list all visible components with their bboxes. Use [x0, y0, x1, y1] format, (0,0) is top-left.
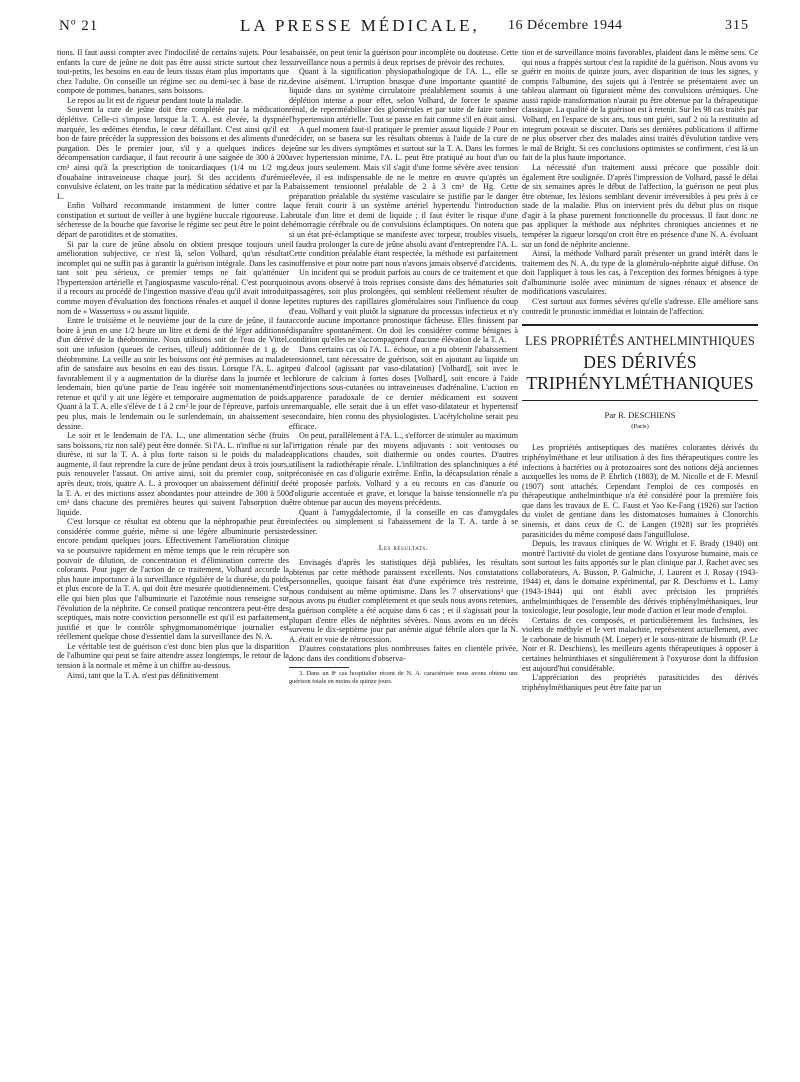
footnote: 3. Dans un 8ᵉ cas hospitalier récent de N. A. caractérisée nous avons obtenu une guérison totale en moins de quinze jours. [289, 670, 518, 685]
paragraph: On peut, parallèlement à l'A. L., s'efforcer de stimuler au maximum l'irrigation rénale par des moyens adjuvants : soit ventouses ou applications chaudes, soit diathermie ou ondes courtes. D'autres utilisent la radiothérapie rénale. L'infiltration des splanchniques a été préconisée en cas d'oligurie extrême. Enfin, la décapsulation rénale a été proposée parfois. Volhard y a eu recours en cas d'anurie ou d'oligurie accentuée et grave, et lorsque la baisse tensionnelle n'a pu être obtenue par aucun des moyens précédents. [289, 431, 518, 508]
column-middle [289, 48, 518, 685]
article-title-line1: LES PROPRIÉTÉS ANTHELMINTHIQUES [525, 334, 755, 349]
column-right [522, 48, 758, 692]
journal-title: LA PRESSE MÉDICALE, [240, 16, 480, 35]
paragraph: A quel moment faut-il pratiquer le premier assaut liquide ? Pour en décider, on se basera sur les résultats obtenus à l'aide de la cure de jeûne sur les divers symptômes et surtout sur la T. A. Dans les formes avec hypertension minime, l'A. L. peut être pratiqué au bout d'un ou deux jours seulement. Mais s'il s'agit d'une forme sévère avec tension élevée, il est indispensable de ne le mettre en œuvre qu'après un abaissement tensionnel préalable de 2 à 3 cm³ de Hg. Cette préparation préalable du système vasculaire se justifie par le danger que ferait courir à un système artériel hypertendu l'introduction brutale d'un litre et demi de liquide ; il faut éviter le risque d'une hémorragie cérébrale ou de convulsions éclamptiques. On notera que si un état pré-éclamptique se manifeste avec torpeur, troubles visuels, il faudra prolonger la cure de jeûne absolu avant d'entreprendre l'A. L. Cette condition préalable étant respectée, la méthode est parfaitement inoffensive et pour notre part nous n'avons jamais observé d'accidents. [289, 124, 518, 268]
page-number: 315 [725, 18, 749, 33]
article-title-line3: TRIPHÉNYLMÉTHANIQUES [526, 373, 754, 394]
paragraph: La nécessité d'un traitement aussi précoce que possible doit également être soulignée. D'après l'impression de Volhard, passé le délai de six semaines après le début de l'affection, la guérison ne peut plus être obtenue, les lésions semblant devenir irréversibles à peu près à ce stade de la maladie. Plus on intervient près du début plus on risque d'agir à la phase purement fonctionnelle du processus. Il faut donc ne pas appliquer la méthode aux néphrites chroniques anciennes et ne tempérer la rigueur lorsqu'on croit être en présence d'une N. A. évoluant sur un fond de néphrite ancienne. [522, 162, 758, 249]
issue-number: Nº 21 [59, 18, 99, 34]
footnote-divider [289, 667, 349, 668]
paragraph: tion et de surveillance moins favorables, plaident dans le même sens. Ce qui nous a frappés surtout c'est la rapidité de la guérison. Nous avons vu guérir en moins de quinze jours, avec disparition de tous les signes, y compris l'albumine, des sujets qui à l'entrée se présentaient avec un tableau alarmant où figuraient même des convulsions urémiques. Une aussi rapide transformation n'aurait pu être obtenue par la thérapeutique classique. La qualité de la guérison est à retenir. Sur les 98 cas traités par Volhard, en l'espace de six ans, tous ont guéri, sauf 2 où la restitutio ad integrum pouvait se discuter. Dans ses dernières publications il affirme ne plus observer chez des malades ainsi traités d'évolution tardive vers le mal de Bright. Si ces conclusions optimistes se confirment, c'est là un fait de la plus haute importance. [522, 48, 758, 163]
paragraph: Si par la cure de jeûne absolu on obtient presque toujours une amélioration subjective, ce n'est là, selon Volhard, qu'un résultat incomplet qui ne suffit pas à garantir la guérison intégrale. Dans les cas tant soit peu sérieux, ce premier temps ne fait qu'atténuer l'hypertension artérielle et l'angiospasme vasculo-rénal. C'est pourquoi il a recours au procédé de l'ingestion massive d'eau qu'il avait introduit comme moyen d'évaluation des fonctions rénales et auquel il donne le nom de « Wassertoss » ou assaut liquide. [57, 239, 289, 316]
paragraph: C'est surtout aux formes sévères qu'elle s'adresse. Elle améliore sans contredit le pronostic immédiat et lointain de l'affection. [522, 297, 758, 316]
paragraph: Un incident qui se produit parfois au cours de ce traitement et que nous avons observé à trois reprises consiste dans des hématuries soit passagères, soit plus prolongées, qui semblent réellement résulter de petites ruptures des capillaires glomérulaires sous l'influence du coup d'eau. Volhard y voit plutôt la signature du processus infectieux et n'y accorde aucune importance pronostique fâcheuse. Elles finissent par disparaître spontanément. On doit les considérer comme bénignes à condition qu'elles ne s'accompagnent d'aucune élévation de la T. A. [289, 268, 518, 345]
paragraph: Ainsi, la méthode Volhard paraît présenter un grand intérêt dans le traitement des N. A. du type de la glomérulo-néphrite aiguë diffuse. On doit l'appliquer à tous les cas, à l'exception des formes bénignes à type d'albuminurie isolée avec minimum de signes rénaux et absence de modifications vasculaires. [522, 249, 758, 297]
paragraph: Entre le troisième et le neuvième jour de la cure de jeûne, il faut boire à jeun en une 1/2 heure un litre et demi de thé léger additionné d'un dérivé de la théobromine. Nous utilisons soit de l'eau de Vittel, soit une infusion (queues de cerises, tilleul) additionnée de 1 g. de théobromine. La veille au soir les boissons ont été permises au malade afin de satisfaire aux besoins en eau des tissus. Lorsque l'A. L. agit favorablement il y a augmentation de la diurèse dans la journée et le lendemain, bien qu'une partie de l'eau ingérée soit momentanément retenue et qu'il y ait une légère et temporaire augmentation de poids. Quant à la T. A. elle s'élève de 1 à 2 cm² le jour de l'épreuve, parfois un peu plus, mais le lendemain ou le surlendemain, un abaissement se dessine. [57, 316, 289, 431]
paragraph: L'appréciation des propriétés parasiticides des dérivés triphénylméthaniques peut être faite par un [522, 673, 758, 692]
paragraph: Certains de ces composés, et particulièrement les fuchsines, les violets de méthyle et le vert malachite, représentent actuellement, avec le carbonate de bismuth (M. Loeper) et le sous-nitrate de bismuth (P. Le Noir et R. Deschiens), les meilleurs agents thérapeutiques à opposer à certaines helminthiases et singulièrement à l'oxyurose dont la diffusion est aujourd'hui considérable. [522, 615, 758, 673]
paragraph: Le repos au lit est de rigueur pendant toute la maladie. [67, 95, 243, 105]
column-left [57, 48, 289, 680]
article-byline: Par R. DESCHIENS [604, 410, 676, 421]
paragraph: tions. Il faut aussi compter avec l'indocilité de certains sujets. Pour les enfants la cure de jeûne ne doit pas être aussi stricte surtout chez les tout-petits, les besoins en eau de leurs tissus étant plus importants que chez l'adulte. On conseille un régime sec ou demi-sec à base de riz, compote de pommes, bananes, sans boissons. [57, 48, 289, 96]
article-title-line2: DES DÉRIVÉS [583, 352, 697, 373]
article-affiliation: (Paris) [631, 422, 649, 430]
paragraph: D'autres constatations plus nombreuses faites en clientèle privée, donc dans des conditions d'observa- [289, 644, 518, 663]
paragraph: Quant à la signification physiopathologique de l'A. L., elle se devine aisément. L'irruption brusque d'une importante quantité de liquide dans un système circulatoire préalablement soumis à une déplétion intense a pour effet, selon Volhard, de forcer le spasme rénal, de reperméabiliser des glomérules et par suite de faire tomber l'hypertension artérielle. Tout se passe en fait comme s'il en était ainsi. [289, 67, 518, 125]
page-header [57, 16, 757, 42]
issue-date: 16 Décembre 1944 [508, 18, 623, 33]
paragraph: Le véritable test de guérison c'est donc bien plus que la disparition de l'albumine qui peut se faire attendre assez longtemps, le retour de la tension à la normale et même à un chiffre au-dessous. [57, 641, 289, 670]
paragraph: Envisagés d'après les statistiques déjà publiées, les résultats obtenus par cette méthode paraissent excellents. Nos constatations personnelles, quoique faisant état d'une expérience très restreinte, nous conduisent au même optimisme. Dans les 7 observations³ que nous avons pu étudier complètement et que seuls nous avons retenues, la guérison complète a été acquise dans 6 cas ; et il s'agissait pour la plupart d'entre elles de néphrites sévères. Nous avons eu un décès survenu le dix-septième jour par anémie aiguë fébrile alors que la N. A. était en voie de rétrocession. [289, 558, 518, 644]
paragraph: Enfin Volhard recommande instamment de lutter contre la constipation et surtout de veiller à une hygiène buccale rigoureuse. La sécheresse de la bouche que favorise le régime sec peut être le point de départ de parotidites et de stomatites. [57, 201, 289, 239]
paragraph: Depuis, les travaux cliniques de W. Wright et F. Brady (1940) ont montré l'activité du violet de gentiane dans l'oxyurose humaine, mais ce sont surtout les faits apportés sur le plan clinique par J. Rachet avec ses collaborateurs, A. Busson, P. Galmiche, J. Laurent et J. Rosay (1943-1944) et, dans le domaine expérimental, par R. Deschiens et L. Lamy (1943-1944) qui ont établi avec précision les propriétés anthelminthiques de l'ensemble des dérivés triphénylméthaniques, leur toxicologie, leur posologie, leur mode d'action et leur mode d'emploi. [522, 539, 758, 616]
paragraph: Dans certains cas où l'A. L. échoue, on a pu obtenir l'abaissement tensionnel, tant nécessaire de guérison, soit en ajoutant au liquide un peu d'alcool (agissant par vaso-dilatation) [Volhard], soit avec le chlorure de calcium à fortes doses [Volhard], soit encore à l'aide d'injections sous-cutanées ou intraveineuses d'adrénaline. L'action en apparence paradoxale de ce dernier médicament est souvent remarquable, elle serait due à un effet vaso-dilatateur et hypertensif secondaire, bien connu des physiologistes. L'acétylcholine serait peu efficace. [289, 344, 518, 431]
article-title-block [522, 324, 758, 401]
paragraph: Ainsi, tant que la T. A. n'est pas définitivement [67, 670, 219, 680]
paragraph: abaissée, on peut tenir la guérison pour incomplète ou douteuse. Cette surveillance nous a permis à deux reprises de prévoir des rechutes. [289, 48, 518, 67]
paragraph: C'est lorsque ce résultat est obtenu que la néphropathie peut être considérée comme guérie, même si une légère albuminurie persiste encore pendant quelques jours. Effectivement l'amélioration clinique va se poursuivre rapidement en même temps que le rein récupère son pouvoir de dilution, de concentration et d'élimination correcte des colorants. Pour juger de l'action de ce traitement, Volhard accorde la plus haute importance à la surveillance régulière de la diurèse, du poids et plus encore de la T. A. qui doit être mesurée quotidiennement. C'est elle qui bien plus que l'albuminurie et l'azotémie nous renseigne sur l'évolution de la néphrite. Ce conseil pratique rencontrera peut-être des sceptiques, mais notre conviction personnelle est qu'il est parfaitement justifié et que le contrôle sphygmomanométrique journalier est réellement quelque chose d'essentiel dans la surveillance des N. A. [57, 517, 289, 642]
paragraph: Quant à l'amygdalectomie, il la conseille en cas d'amygdales infectées ou simplement si l'abaissement de la T. A. tarde à se dessiner. [289, 507, 518, 536]
paragraph: Le soir et le lendemain de l'A. L., une alimentation sèche (fruits sans boissons, riz non salé) peut être donnée. Si l'A. L. n'influe ni sur la diurèse, ni sur la T. A. à plus forte raison si le poids du malade augmente, il faut reprendre la cure de jeûne pendant deux à trois jours, puis renouveler l'assaut. On arrive ainsi, soit du premier coup, soit après deux, trois, quatre A. L. à provoquer un abaissement définitif de la T. A. et des mictions assez abondantes pour atteindre de 300 à 500 cm³ dans chacune des premières heures qui suivent l'absorption du liquide. [57, 431, 289, 517]
section-heading-results: Les résultats. [378, 543, 429, 553]
paragraph: Les propriétés antiseptiques des matières colorantes dérivés du triphénylméthane et leur utilisation à des fins thérapeutiques contre les infections à bactéries ou à protozoaires sont des notions déjà anciennes auxquelles les noms de P. Ehrlich (1883), de M. Nicolle et de F. Mesnil (1907) sont attachés. Cependant l'emploi de ces composés en thérapeutique anthelminthique n'a été considéré pour la première fois que dans les travaux de E. C. Faust et Yao Ke-Fang (1926) sur l'action du violet de gentiane dans les distomatoses humaines à Clonorchis sinensis, et dans ceux de C. de Langen (1928) sur les propriétés parasiticides du même composé dans l'anguillulose. [522, 443, 758, 539]
paragraph: Souvent la cure de jeûne doit être complétée par la médication déplétive. Celle-ci s'impose lorsque la T. A. est élevée, la dyspnée marquée, les œdèmes étendus, le cœur défaillant. C'est ainsi qu'il est bon de faire précéder la suppression des boissons et des aliments d'une purgation. Dès le premier jour, s'il y a quelques indices de décompensation cardiaque, il faut recourir à une saignée de 300 à 200 cm³ ainsi qu'à la prescription de tonicardiaques (1/4 ou 1/2 mg. d'ouabaïne intraveineuse chaque jour). Si des accidents d'urémie convulsive éclatent, on les traite par la médication sédative et par la P. L. [57, 105, 289, 201]
